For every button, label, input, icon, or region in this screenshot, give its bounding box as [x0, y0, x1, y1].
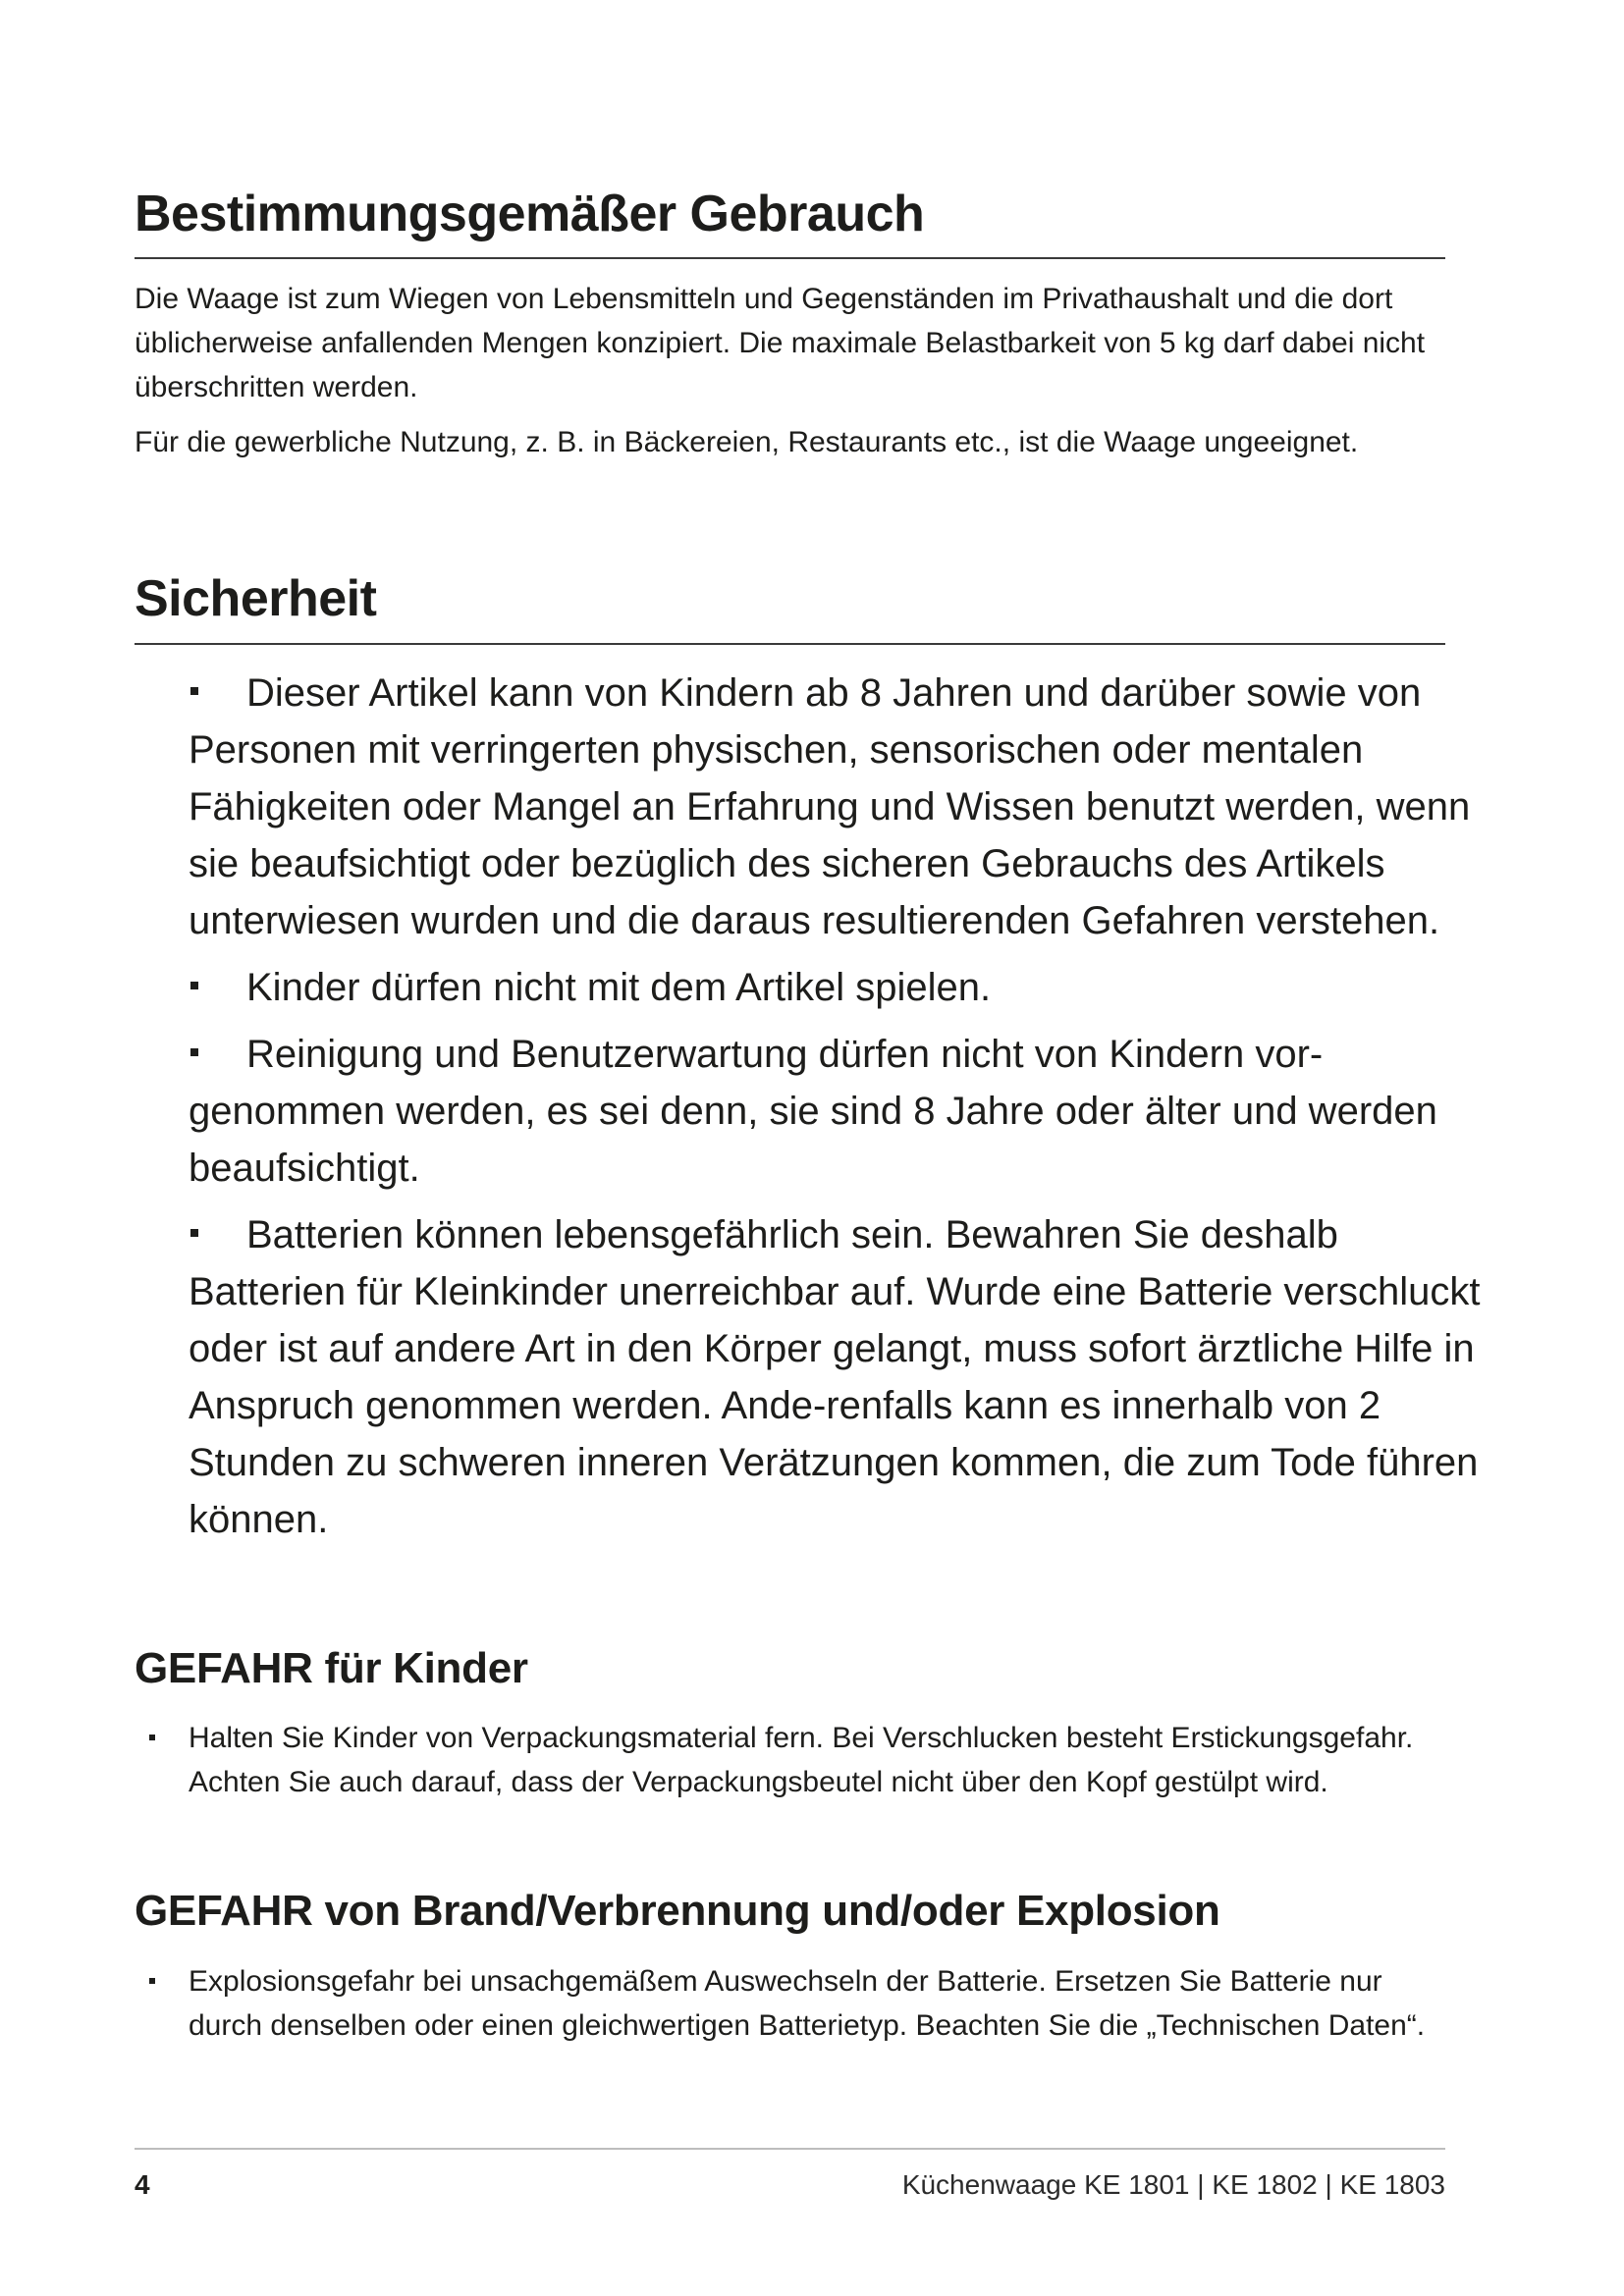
page-number: 4 — [135, 2169, 150, 2200]
danger-fire-text: Explosionsgefahr bei unsachgemäßem Auswechseln der Batterie. Ersetzen Sie Batterie nur durch denselben oder einen gleichwertigen Batterietyp. Beachten Sie die „Technischen Daten“. — [189, 1965, 1426, 2042]
safety-list-item — [189, 1026, 1494, 1197]
heading-danger-children: GEFAHR für Kinder — [135, 1644, 528, 1692]
danger-children-list — [135, 1716, 1445, 1804]
intended-use-paragraph-1: Die Waage ist zum Wiegen von Lebensmitteln und Gegenständen im Privathaushalt und die dort üblicherweise anfallenden Mengen konzipiert. Die maximale Belastbarkeit von 5 kg darf dabei nicht überschritten werden. — [135, 283, 1426, 403]
danger-fire-item — [135, 1959, 1445, 2048]
safety-list-item — [189, 1206, 1494, 1548]
heading-rule — [135, 643, 1445, 645]
heading-rule — [135, 257, 1445, 259]
danger-fire-list — [135, 1959, 1445, 2048]
intended-use-paragraph-2: Für die gewerbliche Nutzung, z. B. in Bäckereien, Restaurants etc., ist die Waage ungeeignet. — [135, 426, 1359, 458]
safety-list-item — [189, 665, 1494, 949]
square-bullet-icon — [149, 1978, 155, 1984]
manual-page — [135, 0, 1481, 2296]
square-bullet-icon — [190, 1048, 198, 1056]
square-bullet-icon — [190, 687, 198, 695]
heading-danger-fire: GEFAHR von Brand/Verbrennung und/oder Explosion — [135, 1887, 1220, 1935]
safety-list — [189, 665, 1494, 1558]
heading-intended-use: Bestimmungsgemäßer Gebrauch — [135, 186, 925, 242]
square-bullet-icon — [190, 982, 198, 989]
danger-children-text: Halten Sie Kinder von Verpackungsmaterial fern. Bei Verschlucken besteht Erstickungsgefahr. Achten Sie auch darauf, dass der Verpackungsbeutel nicht über den Kopf gestülpt wird. — [189, 1722, 1414, 1798]
safety-item-text: Reinigung und Benutzerwartung dürfen nicht von Kindern vor-genommen werden, es sei denn, sie sind 8 Jahre oder älter und werden beaufsichtigt. — [189, 1033, 1437, 1190]
safety-item-text: Kinder dürfen nicht mit dem Artikel spielen. — [246, 966, 992, 1009]
danger-children-item — [135, 1716, 1445, 1804]
footer-product-title: Küchenwaage KE 1801 | KE 1802 | KE 1803 — [901, 2169, 1445, 2200]
square-bullet-icon — [190, 1229, 198, 1237]
safety-list-item — [189, 959, 1494, 1016]
footer-rule — [135, 2148, 1445, 2150]
safety-item-text: Dieser Artikel kann von Kindern ab 8 Jahren und darüber sowie von Personen mit verringerten physischen, sensorischen oder mentalen Fähigkeiten oder Mangel an Erfahrung und Wissen benutzt werden, wenn sie beaufsichtigt oder bezüglich des sicheren Gebrauchs des Artikels unterwiesen wurden und die daraus resultierenden Gefahren verstehen. — [189, 671, 1471, 942]
heading-safety: Sicherheit — [135, 570, 377, 627]
square-bullet-icon — [149, 1735, 155, 1740]
safety-item-text: Batterien können lebensgefährlich sein. Bewahren Sie deshalb Batterien für Kleinkinder unerreichbar auf. Wurde eine Batterie verschluckt oder ist auf andere Art in den Körper gelangt, muss sofort ärztliche Hilfe in Anspruch genommen werden. Ande-renfalls kann es innerhalb von 2 Stunden zu schweren inneren Verätzungen kommen, die zum Tode führen können. — [189, 1213, 1481, 1541]
